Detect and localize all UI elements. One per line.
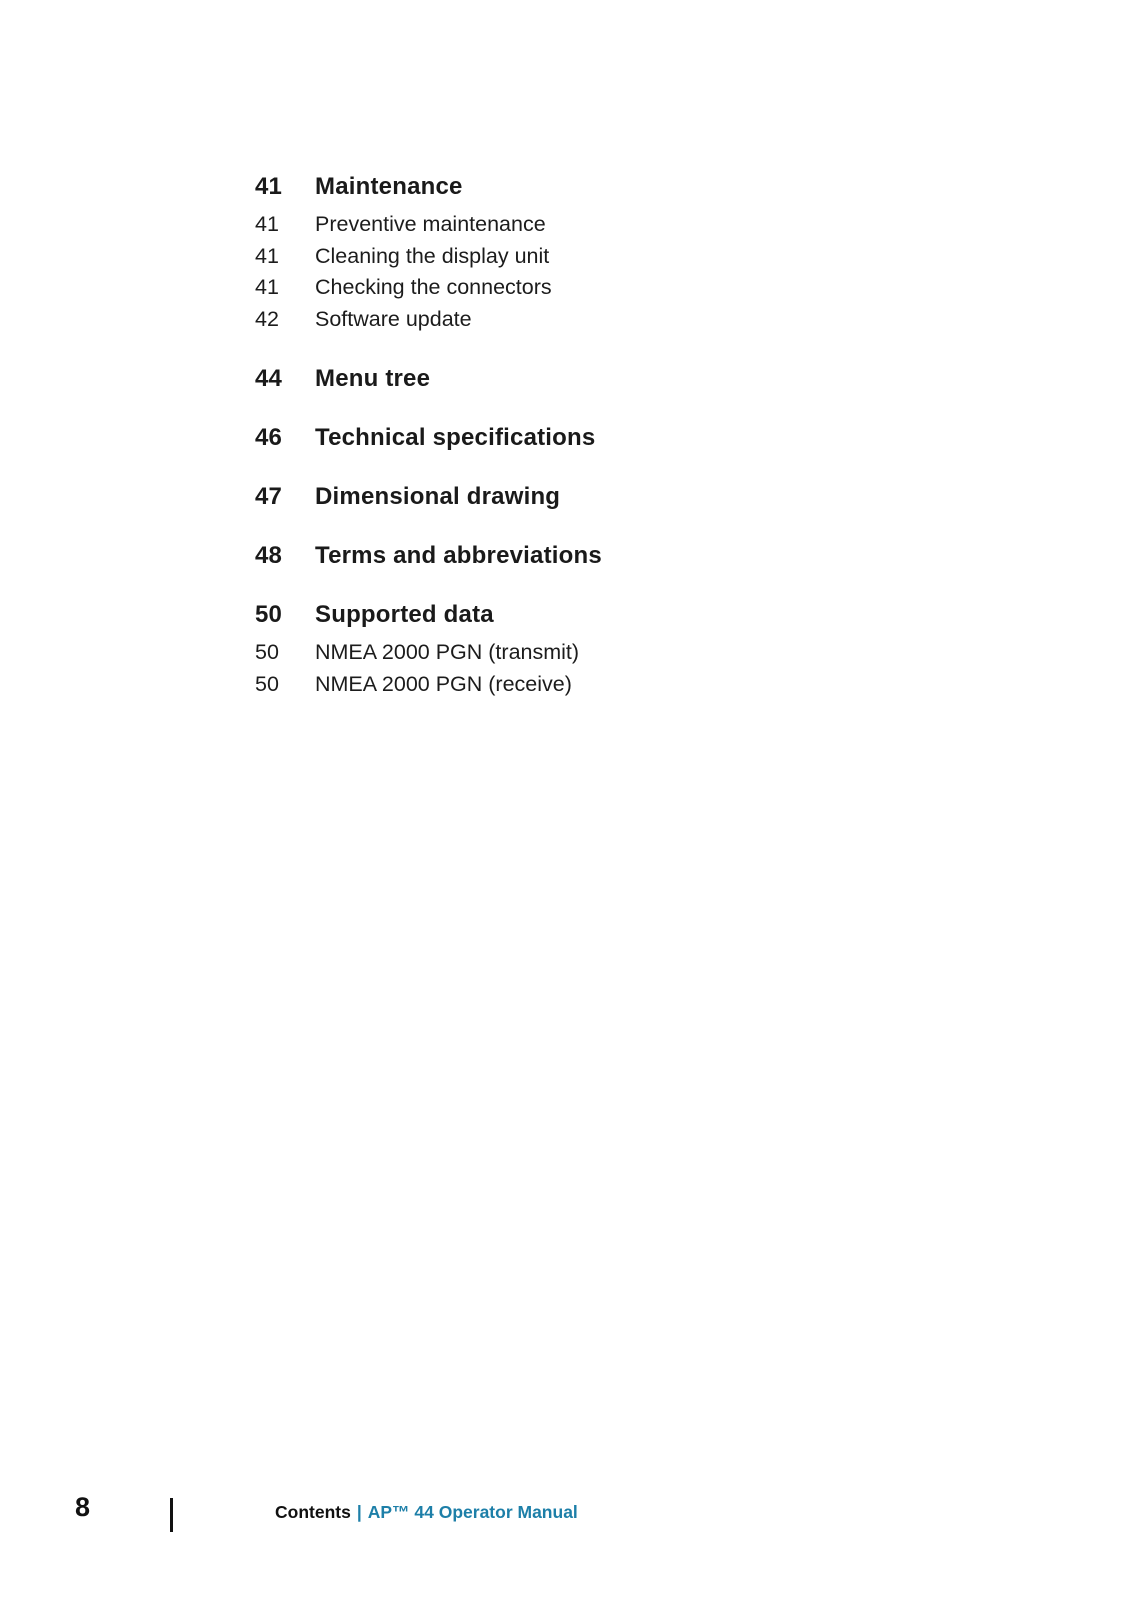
toc-heading-page-number: 50 — [255, 601, 283, 628]
toc-entry — [255, 669, 895, 701]
toc-entry — [255, 272, 895, 304]
footer-separator: | — [356, 1502, 362, 1522]
page-footer — [0, 1488, 1128, 1548]
toc-section-technical-specifications — [255, 423, 895, 453]
toc-subentries — [255, 209, 895, 335]
toc-heading-title: Menu tree — [315, 365, 431, 392]
toc-heading-title: Technical specifications — [315, 424, 596, 451]
toc-heading-page-number: 47 — [255, 483, 283, 510]
toc-heading — [255, 600, 895, 630]
toc-entry — [255, 637, 895, 669]
toc-entry-title: NMEA 2000 PGN (transmit) — [315, 640, 580, 664]
toc-heading-page-number: 41 — [255, 173, 283, 200]
toc-section-dimensional-drawing — [255, 482, 895, 512]
toc-entry-title: Software update — [315, 306, 472, 331]
toc-entry-page-number: 50 — [255, 640, 279, 664]
toc-heading-title: Supported data — [315, 601, 494, 628]
page-number: 8 — [75, 1492, 91, 1522]
toc-section-menu-tree — [255, 364, 895, 394]
toc-section-supported-data — [255, 600, 895, 700]
toc-heading-page-number: 48 — [255, 542, 283, 569]
toc-entry-page-number: 50 — [255, 671, 279, 696]
toc-section-terms-and-abbreviations — [255, 541, 895, 571]
toc-entry-page-number: 41 — [255, 275, 279, 299]
toc-heading — [255, 364, 895, 394]
toc-heading-page-number: 46 — [255, 424, 283, 451]
toc-heading — [255, 423, 895, 453]
footer-text — [275, 1502, 578, 1523]
toc-heading — [255, 172, 895, 202]
toc-entry — [255, 241, 895, 273]
toc-heading-title: Maintenance — [315, 173, 463, 200]
toc-entry — [255, 209, 895, 241]
footer-manual-title: AP™ 44 Operator Manual — [367, 1502, 578, 1522]
toc-entry-page-number: 41 — [255, 243, 279, 268]
toc-heading-page-number: 44 — [255, 365, 283, 392]
toc-heading — [255, 482, 895, 512]
toc-entry-title: NMEA 2000 PGN (receive) — [315, 671, 572, 696]
toc-heading — [255, 541, 895, 571]
toc-entry-page-number: 42 — [255, 306, 279, 331]
toc-subentries — [255, 637, 895, 700]
table-of-contents — [255, 172, 895, 729]
toc-section-maintenance — [255, 172, 895, 335]
toc-entry-title: Checking the connectors — [315, 275, 552, 299]
toc-heading-title: Dimensional drawing — [315, 483, 561, 510]
toc-entry-page-number: 41 — [255, 212, 279, 236]
toc-heading-title: Terms and abbreviations — [315, 542, 602, 569]
toc-entry — [255, 304, 895, 336]
footer-section-label: Contents — [275, 1502, 351, 1522]
toc-entry-title: Cleaning the display unit — [315, 243, 550, 268]
toc-entry-title: Preventive maintenance — [315, 212, 546, 236]
footer-divider — [170, 1498, 173, 1532]
